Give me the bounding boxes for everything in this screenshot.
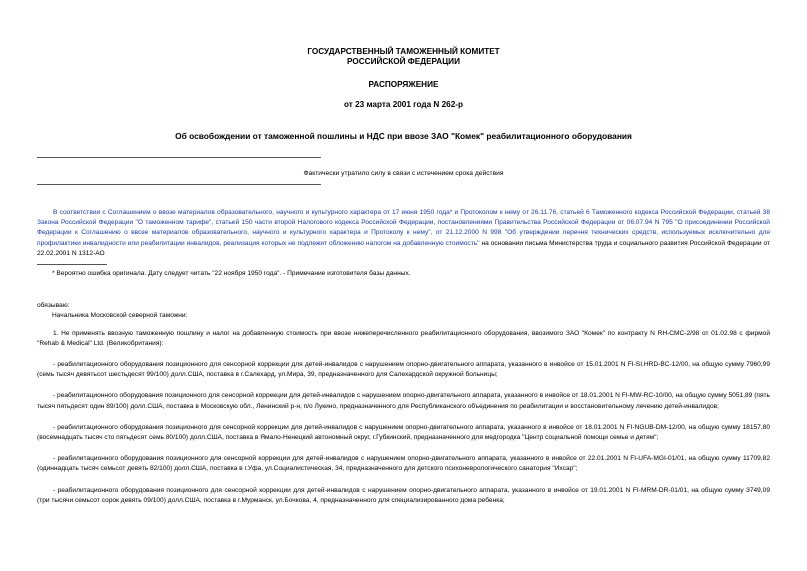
list-item: - реабилитационного оборудования позиционного для сенсорной коррекции для детей-инвалидов с нарушением опорно-двигательного аппарата, указанного в инвойсе от 15.01.2001 N FI-SI.HRD-BC-12/00, на общую сумму 7960,99 (семь тысяч девятьсот шестьдесят 99/100) долл.США, поставка в г.Салехард, ул.Мира, 39, предназначенного для Салехардской окружной больницы; <box>37 361 770 379</box>
divider-bottom <box>37 184 321 185</box>
preamble-legal-links[interactable]: В соответствии с Соглашением о ввозе материалов образовательного, научного и культурного характера от 17 июня 1950 года* и Протоколом к нему от 26.11.76, статьей 6 Таможенного кодекса Российской Федерации, статьей 38 Закона Российской Федерации "О таможенном тарифе", статьей 150 части второй Налогового кодекса Российской Федерации, постановлениями Правительства Российской Федерации от 06.07.94 N 795 "О присоединении Российской Федерации к Соглашению о ввозе материалов образовательного, научного и культурного характера и Протоколу к нему", от 21.12.2000 N 998 "Об утверждении перечня технических средств, используемых исключительно для профилактики инвалидности или реабилитации инвалидов, реализация которых не подлежит обложению налогом на добавленную стоимость" <box>37 209 770 247</box>
status-note: Фактически утратило силу в связи с истечением срока действия <box>303 170 504 177</box>
list-item: - реабилитационного оборудования позиционного для сенсорной коррекции для детей-инвалидов с нарушением опорно-двигательного аппарата, указанного в инвойсе от 18.01.2001 N FI-NGUB-DM-12/00, на общую сумму 18157,80 (восемнадцать тысяч сто пятьдесят семь 80/100) долл.США, поставка в Ямало-Ненецкий автономный округ, г.Губкинский, предназначенного для медгородка "Центр социальной помощи семье и детям"; <box>37 423 770 442</box>
preamble-paragraph <box>37 208 770 259</box>
footnote: * Вероятно ошибка оригинала. Дату следует читать "22 ноября 1950 года". - Примечание изготовителя базы данных. <box>52 270 411 277</box>
preamble-text: на основании письма Министерства труда и социального развития Российской Федерации от 22.02.2001 N 1312-АО <box>37 239 770 257</box>
doc-title: Об освобождении от таможенной пошлины и НДС при ввозе ЗАО "Комек" реабилитационного оборудования <box>175 131 632 141</box>
divider-top <box>37 157 321 158</box>
doc-date: от 23 марта 2001 года N 262-р <box>344 100 463 109</box>
obligation-text: обязываю: <box>37 302 70 309</box>
point-1: 1. Не применять ввозную таможенную пошлину и налог на добавленную стоимость при ввозе нижеперечисленного реабилитационного оборудования, ввозимого ЗАО "Комек" по контракту N RH-CMC-2/98 от 01.02.98 с фирмой "Rehab & Medical" Ltd. (Великобритания): <box>37 330 770 348</box>
list-item: - реабилитационного оборудования позиционного для сенсорной коррекции для детей-инвалидов с нарушением опорно-двигательного аппарата, указанного в инвойсе от 18.01.2001 N FI-MW-RC-10/00, на общую сумму 5051,89 (пять тысяч пятьдесят один 89/100) долл.США, поставка в Московскую обл., Ленинский р-н, п/о Лукино, предназначенного для Республиканского объединения по реабилитации и восстановительному лечению детей-инвалидов; <box>37 392 770 410</box>
list-item: - реабилитационного оборудования позиционного для сенсорной коррекции для детей-инвалидов с нарушением опорно-двигательного аппарата, указанного в инвойсе от 22.01.2001 N FI-UFA-MGI-01/01, на общую сумму 11709,82 (одиннадцать тысяч семьсот девять 82/100) долл.США, поставка в г.Уфа, ул.Социалистическая, 34, предназначенного для детского психоневрологического санатория "Ихсар"; <box>37 455 770 473</box>
doc-type: РАСПОРЯЖЕНИЕ <box>368 80 439 89</box>
list-item: - реабилитационного оборудования позиционного для сенсорной коррекции для детей-инвалидов с нарушением опорно-двигательного аппарата, указанного в инвойсе от 19.01.2001 N FI-MRM-DR-01/01, на общую сумму 3749,09 (три тысячи семьсот сорок девять 09/100) долл.США, поставка в г.Мурманск, ул.Бочкова, 4, предназначенного для специализированного дома ребенка; <box>37 486 770 504</box>
footnote-divider <box>37 264 107 265</box>
org-name-line1: ГОСУДАРСТВЕННЫЙ ТАМОЖЕННЫЙ КОМИТЕТ <box>307 47 500 56</box>
addressee-text: Начальника Московской северной таможни: <box>52 312 188 319</box>
equipment-list <box>37 360 770 517</box>
org-name-line2: РОССИЙСКОЙ ФЕДЕРАЦИИ <box>347 57 460 66</box>
